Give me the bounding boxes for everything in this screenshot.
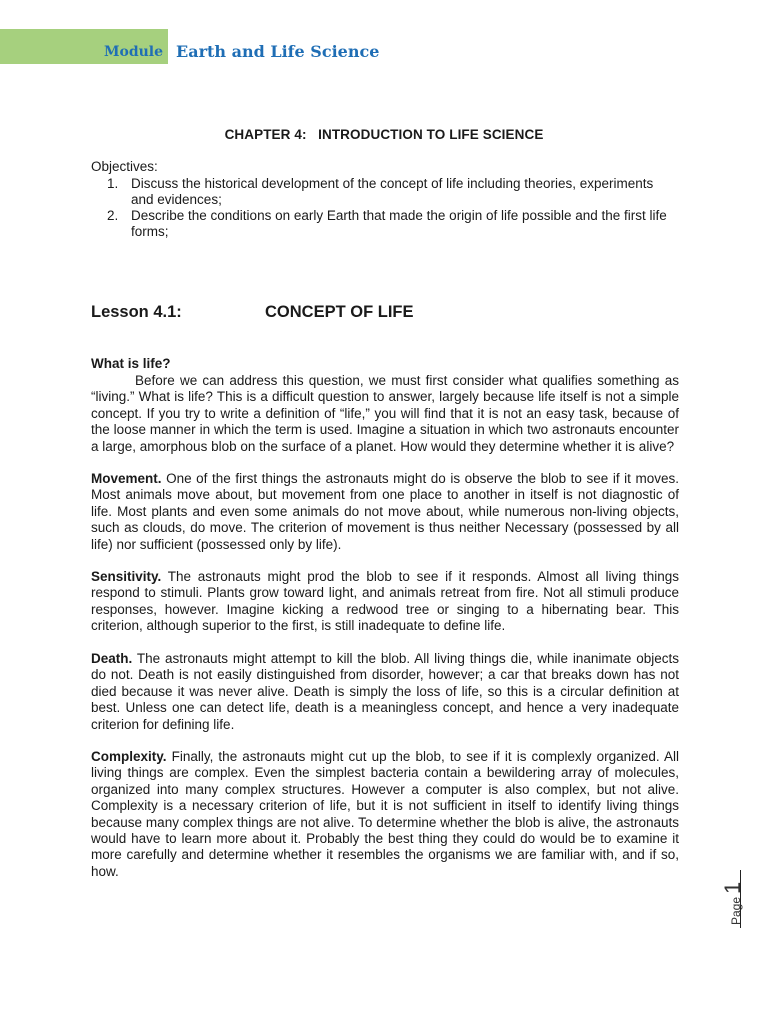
paragraph-text: The astronauts might attempt to kill the blob. All living things die, while inanimate objects do not. Death is not easily distinguished from disorder, however; a car that breaks down has not died because it was never alive. Death is simply the loss of life, so this is a circular definition at best. Unless one can detect life, death is a meaningless concept, and hence a very inadequate criterion for defining life.	[91, 651, 679, 732]
page-indicator	[720, 882, 746, 925]
term-label: Sensitivity.	[91, 569, 162, 584]
module-title: Earth and Life Science	[176, 42, 380, 61]
module-label: Module	[104, 44, 164, 60]
objective-number: 1.	[107, 176, 119, 191]
term-label: Death.	[91, 651, 133, 666]
paragraph-sensitivity	[91, 569, 679, 635]
term-label: Complexity.	[91, 749, 167, 764]
page-word: Page	[729, 896, 743, 925]
lesson-title: CONCEPT OF LIFE	[265, 303, 414, 321]
objective-text: Discuss the historical development of the concept of life including theories, experiments and evidences;	[131, 176, 654, 207]
page-number: 1	[720, 881, 745, 894]
objectives-label: Objectives:	[91, 159, 158, 174]
paragraph-text: One of the first things the astronauts might do is observe the blob to see if it moves. Most animals move about, but movement from one place to another in itself is not diagnostic of life. Most plants and even some animals do not move about, while numerous non-living objects, such as clouds, do move. The criterion of movement is thus neither Necessary (possessed by all life) nor sufficient (possessed only by life).	[91, 471, 679, 552]
chapter-title: CHAPTER 4: INTRODUCTION TO LIFE SCIENCE	[224, 127, 544, 142]
section-heading: What is life?	[91, 356, 171, 371]
paragraph-text: Finally, the astronauts might cut up the blob, to see if it is complexly organized. All living things are complex. Even the simplest bacteria contain a bewildering array of molecules, organized into many complex structures. However a computer is also complex, but not alive. Complexity is a necessary criterion of life, but it is not sufficient in itself to identify living things because many complex things are not alive. To determine whether the blob is alive, the astronauts would have to learn more about it. Probably the best thing they could do would be to examine it more carefully and determine whether it resembles the organisms we are familiar with, and if so, how.	[91, 749, 679, 879]
paragraph-death	[91, 651, 679, 733]
objective-number: 2.	[107, 208, 119, 223]
objective-item	[91, 176, 671, 208]
objective-text: Describe the conditions on early Earth that made the origin of life possible and the first life forms;	[131, 208, 667, 239]
lesson-label: Lesson 4.1:	[91, 303, 182, 321]
paragraph-text: The astronauts might prod the blob to see if it responds. Almost all living things respond to stimuli. Plants grow toward light, and animals retreat from fire. Not all stimuli produce responses, however. Imagine kicking a redwood tree or singing to a hibernating bear. This criterion, although superior to the first, is still inadequate to define life.	[91, 569, 679, 634]
objective-item	[91, 208, 671, 240]
paragraph-complexity	[91, 749, 679, 880]
paragraph-movement	[91, 471, 679, 553]
intro-paragraph: Before we can address this question, we must first consider what qualifies something as “living.” What is life? This is a difficult question to answer, largely because life itself is not a simple concept. If you try to write a definition of “life,” you will find that it is not an easy task, because of the loose manner in which the term is used. Imagine a situation in which two astronauts encounter a large, amorphous blob on the surface of a planet. How would they determine whether it is alive?	[91, 373, 679, 454]
term-label: Movement.	[91, 471, 162, 486]
objectives-list	[91, 176, 671, 240]
